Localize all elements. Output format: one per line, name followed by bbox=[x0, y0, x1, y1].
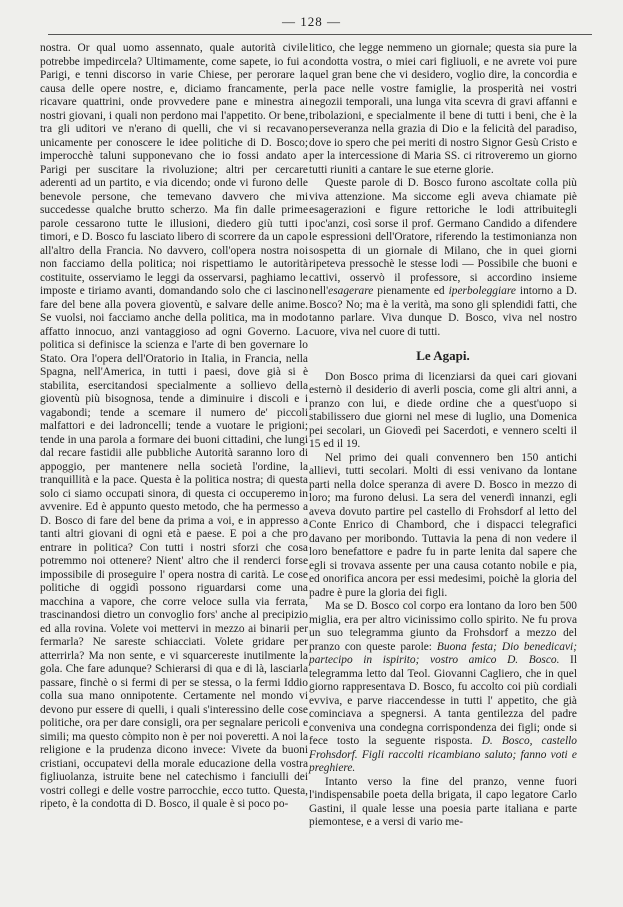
text-span: intorno a D. Bosco? No; ma è la verità, ma sono gli splendidi fatti, che tanno parlare. Viva dunque D. Bosco, viva nel nostro cuore, viva nel cuore di tutti. bbox=[309, 285, 577, 338]
paragraph-agapi-intro: Don Bosco prima di licenziarsi da quei cari giovani esternò il desiderio di averli poscia, come gli altri anni, a pranzo con lui, e diede ordine che a quest'uopo si stabilissero due giorni nel mese di luglio, una Domenica pei secolari, un Giovedì pei Sacerdoti, e vennero scelti il 15 ed il 19. bbox=[309, 370, 577, 450]
header-rule bbox=[48, 34, 592, 35]
left-column bbox=[40, 42, 308, 812]
text-span: Queste parole di D. Bosco furono ascoltate colla più viva attenzione. Ma siccome egli aveva chiamate piè esagerazioni e figure rettoriche le lodi attribuitegli poc'anzi, così sorse il prof. Germano Candido a difendere le espressioni dell'Oratore, riferendo la testimonianza non sospetta di un giornale di Milano, che in quei giorni ripeteva pressochè le stesse lodi — Possibile che buoni e cattivi, osservò il professore, si accordino insieme nell' bbox=[309, 177, 577, 297]
right-column bbox=[309, 42, 577, 830]
paragraph-first-day: Nel primo dei quali convennero ben 150 antichi allievi, tutti secolari. Molti di essi venivano da lontane parti nella dolce speranza di avere D. Bosco in mezzo di loro; ma furono delusi. La sera del venerdì innanzi, egli aveva dovuto partire pel castello di Frohsdorf al letto del Conte Enrico di Chambord, che i dispacci telegrafici davano per moribondo. Tuttavia la pena di non vedere il loro benefattore e padre fu in parte lenita dal sapere che egli si trovava assente per una causa cotanto nobile e pia, ed onorifica ancora per essi medesimi, poichè la gloria del padre è pure la gloria dei figli. bbox=[309, 451, 577, 599]
paragraph-continuation: litico, che legge nemmeno un giornale; questa sia pure la condotta vostra, o miei cari figliuoli, e ne avrete voi pure quel gran bene che vi desidero, voglio dire, la concordia e la pace nelle vostre famiglie, la prosperità nei vostri negozii temporali, una lunga vita scevra di gravi affanni e tribolazioni, e specialmente il bene di tutti i beni, che è la perseveranza nella grazia di Dio e la felicità del paradiso, dove io spero che pei meriti di nostro Signor Gesù Cristo e per la intercessione di Maria SS. ci ritroveremo un giorno tutti riuniti a cantare le sue eterne glorie. bbox=[309, 42, 577, 176]
paragraph-poet: Intanto verso la fine del pranzo, venne fuori l'indispensabile poeta della brigata, il capo legatore Carlo Gastini, il quale lesse una poesia parte italiana e parte piemontese, e a versi di vario me- bbox=[309, 775, 577, 828]
text-span: Ma se D. Bosco col corpo era lontano da loro ben 500 miglia, era per altro vicinissimo collo spirito. Ne fu prova un suo telegramma giunto da Frohsdorf a mezzo del pranzo con queste parole: bbox=[309, 600, 577, 653]
paragraph-bosco-words bbox=[309, 177, 577, 339]
italic-span: iperboleggiare bbox=[448, 285, 516, 297]
left-column-text: nostra. Or qual uomo assennato, quale autorità civile potrebbe impedircela? Ultimamente, come sapete, io fui a Parigi, e tenni discorso in varie Chiese, per perorare la causa delle opere nostre, e, diciamo francamente, per ricavare quattrini, onde provvedere pane e minestra ai nostri giovani, i quali non perdono mai l'appetito. Or bene, tra gli uditori ve n'erano di quelli, che vi si recavano unicamente per conoscere le idee politiche di D. Bosco; imperocchè taluni supponevano che io fossi andato a Parigi per suscitare la rivoluzione; altri per cercare aderenti ad un partito, e via dicendo; onde vi furono delle benevole persone, che temevano davvero che mi succedesse qualche brutto scherzo. Ma fin dalle prime parole cessarono tutte le illusioni, diedero giù tutti i timori, e D. Bosco fu lasciato libero di scorrere da un capo all'altro della Francia. No davvero, coll'opera nostra noi non facciamo della politica; noi rispettiamo le autorità costituite, osserviamo le leggi da osservarsi, paghiamo le imposte e tiriamo avanti, domandando solo che ci lascino fare del bene alla povera gioventù, e salvare delle anime. Se vuolsi, noi facciamo anche della politica, ma in modo affatto innocuo, anzi vantaggioso ad ogni Governo. La politica si definisce la scienza e l'arte di ben governare lo Stato. Ora l'opera dell'Oratorio in Italia, in Francia, nella Spagna, nell'America, in tutti i paesi, dove già si è stabilita, esercitandosi specialmente a sollievo della gioventù più bisognosa, tende a diminuire i discoli e i vagabondi; tende a scemare il numero de' piccoli malfattori e dei ladroncelli; tende a vuotare le prigioni; tende in una parola a formare dei buoni cittadini, che lungi dal recare fastidii alle pubbliche Autorità saranno loro di appoggio, per mantenere nella società l'ordine, la tranquillità e la pace. Questa è la politica nostra; di questa solo ci siamo occupati sinora, di questa ci occuperemo in avvenire. Ed è appunto questo metodo, che ha permesso a D. Bosco di fare del bene da prima a voi, e in appresso a tanti altri giovani di ogni età e paese. E poi a che pro entrare in politica? Con tutti i nostri sforzi che cosa potremmo noi ottenere? Nient' altro che il renderci forse impossibile di proseguire l' opera nostra di carità. Le cose politiche di oggidì possono riguardarsi come una macchina a vapore, che corre veloce sulla via ferrata, trascinandosi dietro un convoglio fors' anche al precipizio ed alla rovina. Volete voi mettervi in mezzo ai binarii per fermarla? Ne sareste schiacciati. Volete gridare per atterrirla? Ma non sente, e vi squarcereste inutilmente la gola. Che fare adunque? Schierarsi di qua e di là, lasciarla passare, finchè o si fermi di per se stessa, o la fermi Iddio colla sua mano onnipotente. Certamente nel mondo vi devono pur essere di quelli, i quali s'interessino delle cose politiche, ora per dare consigli, ora per segnalare pericoli e simili; ma questo còmpito non è per noi poveretti. A noi la religione e la prudenza dicono invece: Vivete da buoni cristiani, occupatevi della morale educazione della vostra figliuolanza, istruite bene nel catechismo i fanciulli dei vostri collegi e delle vostre parrocchie, ecco tutto. Questa, ripeto, è la condotta di D. Bosco, il quale è si poco po- bbox=[40, 42, 308, 810]
text-span: pienamente ed bbox=[373, 285, 449, 297]
paragraph-telegram bbox=[309, 600, 577, 776]
italic-span: esagerare bbox=[328, 285, 374, 297]
text-span: Il telegramma letto dal Teol. Giovanni Cagliero, che in quel giorno rappresentava D. Bosco, fu accolto coi più cordiali evviva, e parve riaccendesse in tutti l' appetito, che già cominciava a spegnersi. A tanta gentilezza del padre conveniva una condegna corrispondenza dei figli; onde si fece tosto la seguente risposta. bbox=[309, 654, 577, 747]
italic-span: Buona festa; Dio benedicavi; partecipo in ispirito; vostro amico D. Bosco. bbox=[309, 640, 577, 666]
section-heading: Le Agapi. bbox=[416, 348, 470, 363]
italic-span: D. Bosco, castello Frohsdorf. Figli raccolti ricambiano saluto; fanno voti e preghiere. bbox=[309, 735, 577, 774]
page-number: — 128 — bbox=[282, 14, 341, 29]
